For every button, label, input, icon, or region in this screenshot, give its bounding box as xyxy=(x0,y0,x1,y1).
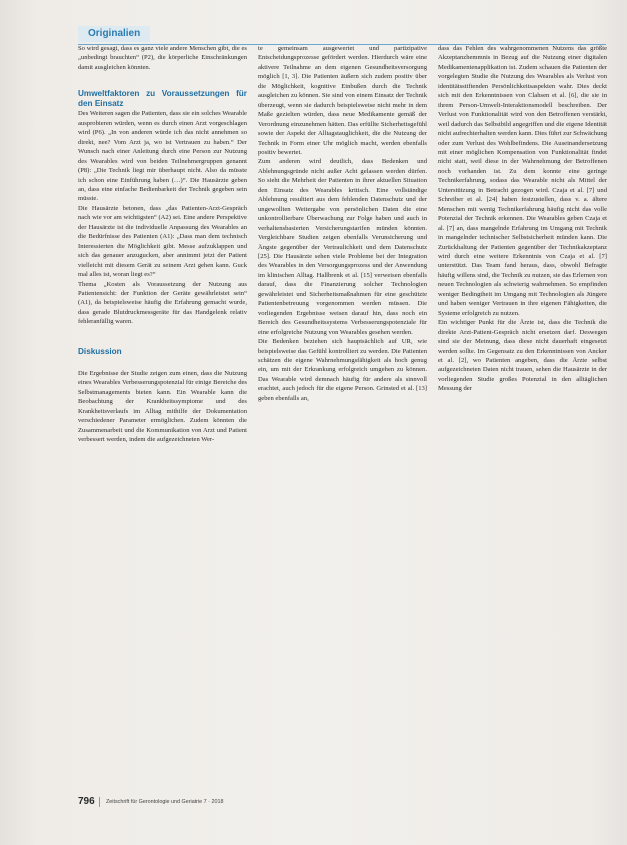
body-paragraph: te gemeinsam ausgewertet und partizipative Entscheidungsprozesse gefördert werden. Hierdurch wäre eine aktivere Teilnahme an dem eigenen Gesundheitsversorgung möglich [1, 3]. Die Patienten äußern sich zudem positiv über die Möglichkeit, kognitive Einbußen durch die Technik ausgleichen zu können. Sie sind von einem Einsatz der Technik überzeugt, wenn sie dadurch beispielsweise nicht mehr in dem Maße gezielten würden, dass neue Medikamente gemäß der Verordnung einzunehmen hätten. Das erfüllte Sicherheitsgefühl sowie der Aspekt der Alltagstauglichkeit, die die Nutzung der Technik in Form einer Uhr möglich macht, werden ebenfalls positiv bewertet. xyxy=(258,45,427,156)
body-paragraph: So wird gesagt, dass es ganz viele andere Menschen gibt, die es „unbedingt brauchten“ (P2), die körperliche Einschränkungen damit ausgleichen könnten. xyxy=(78,45,247,71)
body-paragraph: Die Hausärzte betonen, dass „das Patienten-Arzt-Gespräch nach wie vor am wichtigsten“ (A2) sei. Eine andere Perspektive der Hausärzte ist die individuelle Anpassung des Wearables an die Bedürfnisse des Patienten (A1): „Dass man dem technisch Interessierten die Möglichkeit gibt. Messe aufzuklappen und sich das genauer anzugucken, aber annimmt jetzt der Patient vielleicht mit diesem Gerät zu seinem Arzt gehen kann. Guck mal alles ist, woran liegt es?“ xyxy=(78,204,247,279)
body-paragraph: Thema „Kosten als Voraussetzung der Nutzung aus Patientensicht: der Funktion der Geräte gewährleistet sein“ (A1), da beispielsweise häufig die Erfahrung gemacht wurde, dass gerade Blutdruckmessgeräte für das Handgelenk relativ fehleranfällig waren. xyxy=(78,280,247,326)
page-footer xyxy=(78,795,608,809)
text-column-2 xyxy=(258,44,427,403)
text-column-3 xyxy=(438,44,607,394)
body-paragraph: dass das Fehlen des wahrgenommenen Nutzens das größte Akzeptanzhemmnis in Bezug auf die Nutzung einer digitalen Medikamentenapplikation ist. Zudem schauen die Patienten der vorgelegten Studie die Nutzung des Wearables als Verlust von identitätsstiftenden Persönlichkeitsaspekten wahr. Dies deckt sich mit den Erkenntnissen von Clahsen et al. [6], die sie in ihrem Person-Umwelt-Interaktionsmodell beschreiben. Der Verlust von Funktionalität wird von den Betroffenen verstärkt, weil dadurch das Selbstbild angegriffen und die eigene Identität nicht aufrechterhalten werden kann. Dies führt zur Schwächung oder zum Verlust des Wohlbefindens. Die Auseinandersetzung mit einer möglichen Kompensation von Funktionalität findet nicht statt, weil diese in der Wahrnehmung der Betroffenen noch vorhanden ist. Zu dem konnte eine geringe Technikerfahrung, sodass das Wearable nicht als Mittel der Unterstützung in Betracht gezogen wird. Czaja et al. [7] und Schreiber et al. [24] haben festzustellen, dass v. a. ältere Menschen mit wenig Technikerfahrung häufig nicht das volle Potenzial der Technik erkennen. Die Wearables geben Czaja et al. [7] an, dass mangelnde Erfahrung im Umgang mit Technik in mangelnder technischer Selbstsicherheit münden kann. Die Zurückhaltung der Patienten gegenüber der Technikakzeptanz wird durch eine weitere Erkenntnis von Czaja et al. [7] unterstützt. Das Team fand heraus, dass, obwohl Befragte häufig willens sind, die Technik zu nutzen, sie das Erlernen von neuen Technologien als schwierig wahrnehmen. So empfinden weniger Bedingtheit im Umgang mit Technologien als Jüngere und haben weniger Vertrauen in ihre eigenen Fähigkeiten, die Systeme erfolgreich zu nutzen. xyxy=(438,45,607,317)
section-label: Originalien xyxy=(78,26,150,42)
body-paragraph: Die Bedenken beziehen sich hauptsächlich auf UR, wie beispielsweise das Gefühl kontrolliert zu werden. Die Patienten schätzen die eigene Wahrnehmungsfähigkeit als hoch genug ein, um mit der Erkrankung erfolgreich umgehen zu können. Das Wearable wird demnach häufig für andere als sinnvoll erachtet, auch jedoch für die eigene Person. Grinsted et al. [13] geben ebenfalls an, xyxy=(258,338,427,402)
text-column-1 xyxy=(78,44,247,444)
body-paragraph: Ein wichtiger Punkt für die Ärzte ist, dass die Technik die direkte Arzt-Patient-Gespräch nicht ersetzen darf. Deswegen sind sie der Meinung, dass diese nicht dauerhaft eingesetzt werden sollte. Im Gegensatz zu den Erkenntnissen von Ancker et al. [2], wo Patienten angeben, dass die Ärzte selbst aufgezeichneten Daten nicht trauen, sehen die Hausärzte in der vorliegenden Studie großes Potenzial in den alltäglichen Messung der xyxy=(438,319,607,393)
footer-divider xyxy=(99,797,100,807)
body-paragraph: Zum anderen wird deutlich, dass Bedenken und Ablehnungsgründe nicht außer Acht gelassen werden dürfen. So sieht die Mehrheit der Patienten in ihrer aktuellen Situation den Einsatz des Wearables kritisch. Eine vollständige Ablehnung resultiert aus dem fehlenden Datenschutz und der ungewollten Weitergabe von persönlichen Daten die eine unkontrollierbare Überwachung zur Folge haben und auch in verhaltensbasierten Versicherungstarifen münden könnten. Vergleichbare Studien zeigen ebenfalls Verunsicherung und Ängste gegenüber der Vertraulichkeit und dem Datenschutz [25]. Die Hausärzte sehen viele Probleme bei der Integration des Wearables in den Versorgungsprozess und der Anwendung im klinischen Alltag. Hallbrenk et al. [15] verweisen ebenfalls darauf, dass die Finanzierung solcher Technologien gewährleistet und Sicherheitsmaßnahmen für eine geschützte Patientenbetreuung vorgenommen werden müssen. Die vorliegenden Ergebnisse weisen darauf hin, dass noch ein Bereich des Gesundheitssystems Verbesserungspotenziale für eine erfolgreiche Nutzung von Wearables gesehen werden. xyxy=(258,158,427,336)
section-heading: Umweltfaktoren zu Voraussetzungen für den Einsatz xyxy=(78,89,247,109)
section-heading: Diskussion xyxy=(78,346,122,356)
journal-citation: Zeitschrift für Gerontologie und Geriatrie 7 · 2018 xyxy=(106,799,224,805)
page-number: 796 xyxy=(78,796,95,807)
body-paragraph: Des Weiteren sagen die Patienten, dass sie ein solches Wearable ausprobieren würden, wenn es durch einen Arzt vorgeschlagen wird (P6). „In von anderen würde ich das nicht annehmen so direkt, nee? Vom Arzt ja, wo ist Vertrauen zu haben.“ Der Wunsch nach einer Anleitung durch eine Person zur Nutzung des Wearables wird von beiden Teilnehmergruppen genannt (P8): „Die Technik liegt mir überhaupt nicht. Also da müsste ich schon eine Einführung haben (…)“. Die Hausärzte geben an, dass eine einfache Bedienbarkeit der Technik gegeben sein müsste. xyxy=(78,110,247,203)
body-paragraph: Die Ergebnisse der Studie zeigen zum einen, dass die Nutzung eines Wearables Verbesserungspotenzial für einige Bereiche des Selbstmanagements bieten kann. Ein Wearable kann die Beobachtung der Krankheitssymptome und des Krankheitsverlaufs im Alltag mithilfe der Dokumentation verschiedener Parameter ermöglichen. Zudem könnten die Zusammenarbeit und die Kommunikation von Arzt und Patient verbessert werden, indem die aufgezeichneten Wer- xyxy=(78,369,247,443)
